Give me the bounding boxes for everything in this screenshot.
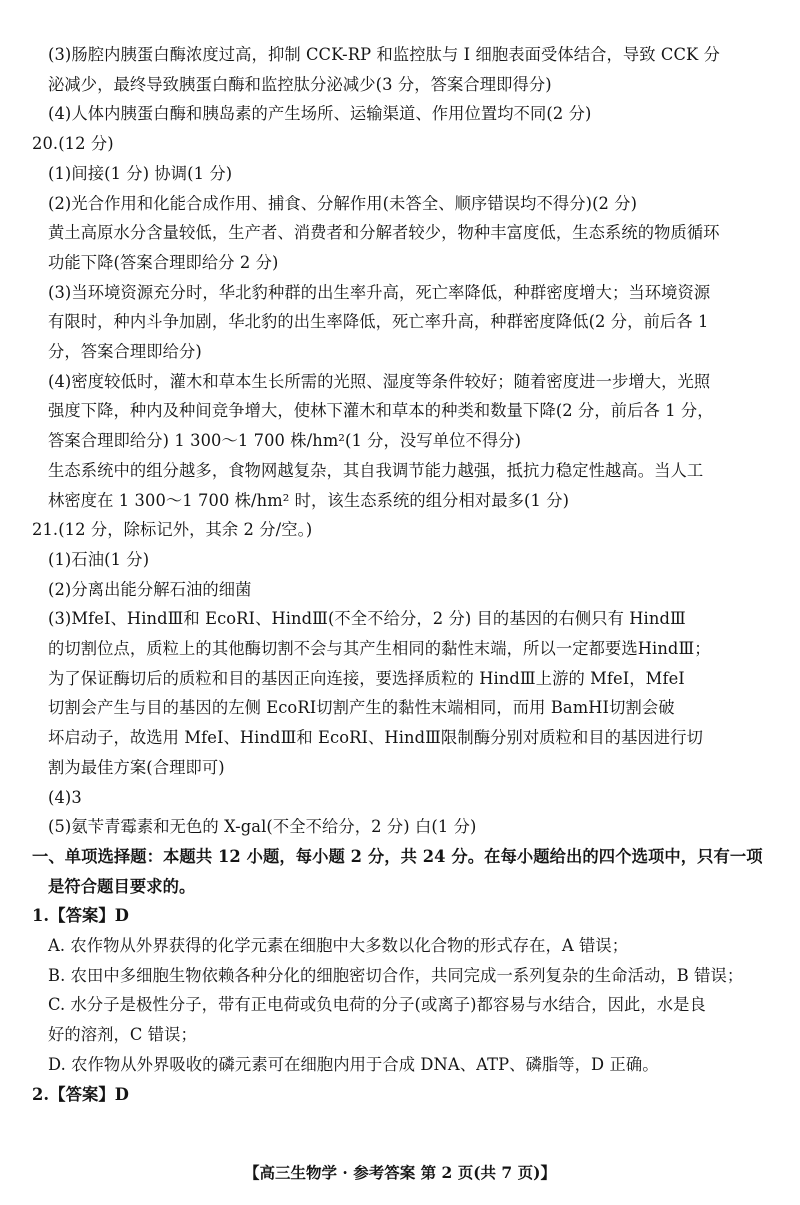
text-line: B. 农田中多细胞生物依赖各种分化的细胞密切合作，共同完成一系列复杂的生命活动，B 错误； xyxy=(48,965,744,985)
text-line: 一、单项选择题：本题共 12 小题，每小题 2 分，共 24 分。在每小题给出的四个选项中，只有一项 xyxy=(32,846,763,866)
text-line: (5)氨苄青霉素和无色的 X-gal(不全不给分，2 分) 白(1 分) xyxy=(48,817,477,837)
text-line: 切割会产生与目的基因的左侧 EcoRⅠ切割产生的黏性末端相同，而用 BamHⅠ切割会破 xyxy=(48,698,675,718)
text-line: 强度下降，种内及种间竞争增大，使林下灌木和草本的种类和数量下降(2 分，前后各 1 分， xyxy=(48,401,714,421)
text-line: 生态系统中的组分越多，食物网越复杂，其自我调节能力越强，抵抗力稳定性越高。当人工 xyxy=(48,460,704,480)
text-line: (3)MfeⅠ、HindⅢ和 EcoRⅠ、HindⅢ(不全不给分，2 分) 目的基因的右侧只有 HindⅢ xyxy=(48,609,686,629)
text-line: (4)3 xyxy=(48,787,82,807)
text-line: 2.【答案】D xyxy=(32,1084,129,1104)
text-line: (3)肠腔内胰蛋白酶浓度过高，抑制 CCK-RP 和监控肽与 I 细胞表面受体结合，导致 CCK 分 xyxy=(48,45,720,64)
text-line: (3)当环境资源充分时，华北豹种群的出生率升高，死亡率降低，种群密度增大；当环境资源 xyxy=(48,282,711,302)
text-line: 林密度在 1 300～1 700 株/hm² 时，该生态系统的组分相对最多(1 分) xyxy=(48,490,570,510)
text-line: 的切割位点，质粒上的其他酶切割不会与其产生相同的黏性末端，所以一定都要选HindⅢ； xyxy=(48,639,711,658)
text-line: (2)分离出能分解石油的细菌 xyxy=(48,579,252,599)
text-line: 1.【答案】D xyxy=(32,906,129,926)
text-line: 黄土高原水分含量较低，生产者、消费者和分解者较少，物种丰富度低，生态系统的物质循环 xyxy=(48,223,720,243)
text-line: 答案合理即给分) 1 300～1 700 株/hm²(1 分，没写单位不得分) xyxy=(48,431,522,451)
text-line: 20.(12 分) xyxy=(32,134,114,154)
text-line: (4)人体内胰蛋白酶和胰岛素的产生场所、运输渠道、作用位置均不同(2 分) xyxy=(48,104,592,124)
text-line: A. 农作物从外界获得的化学元素在细胞中大多数以化合物的形式存在，A 错误； xyxy=(48,936,629,955)
text-line: (2)光合作用和化能合成作用、捕食、分解作用(未答全、顺序错误均不得分)(2 分) xyxy=(48,193,638,213)
text-line: D. 农作物从外界吸收的磷元素可在细胞内用于合成 DNA、ATP、磷脂等，D 正确。 xyxy=(48,1054,659,1074)
text-line: (1)间接(1 分) 协调(1 分) xyxy=(48,163,233,183)
page-footer: 【高三生物学 · 参考答案 第 2 页(共 7 页)】 xyxy=(244,1163,556,1182)
text-line: (4)密度较低时，灌木和草本生长所需的光照、湿度等条件较好；随着密度进一步增大，光照 xyxy=(48,371,711,391)
text-line: 坏启动子，故选用 MfeⅠ、HindⅢ和 EcoRⅠ、HindⅢ限制酶分别对质粒和目的基因进行切 xyxy=(48,728,704,748)
text-line: 为了保证酶切后的质粒和目的基因正向连接，要选择质粒的 HindⅢ上游的 MfeⅠ，MfeⅠ xyxy=(48,668,685,688)
text-line: 是符合题目要求的。 xyxy=(48,876,196,896)
text-line: C. 水分子是极性分子，带有正电荷或负电荷的分子(或离子)都容易与水结合，因此，水是良 xyxy=(48,995,706,1015)
text-line: 泌减少，最终导致胰蛋白酶和监控肽分泌减少(3 分，答案合理即得分) xyxy=(48,74,552,94)
text-line: 功能下降(答案合理即给分 2 分) xyxy=(48,252,279,272)
text-line: 分，答案合理即给分) xyxy=(48,342,202,361)
text-line: 好的溶剂，C 错误； xyxy=(48,1025,197,1045)
text-line: 21.(12 分，除标记外，其余 2 分/空。) xyxy=(32,520,313,540)
text-line: (1)石油(1 分) xyxy=(48,549,150,569)
text-line: 有限时，种内斗争加剧，华北豹的出生率降低，死亡率升高，种群密度降低(2 分，前后各 1 xyxy=(48,312,709,332)
text-line: 割为最佳方案(合理即可) xyxy=(48,757,225,777)
